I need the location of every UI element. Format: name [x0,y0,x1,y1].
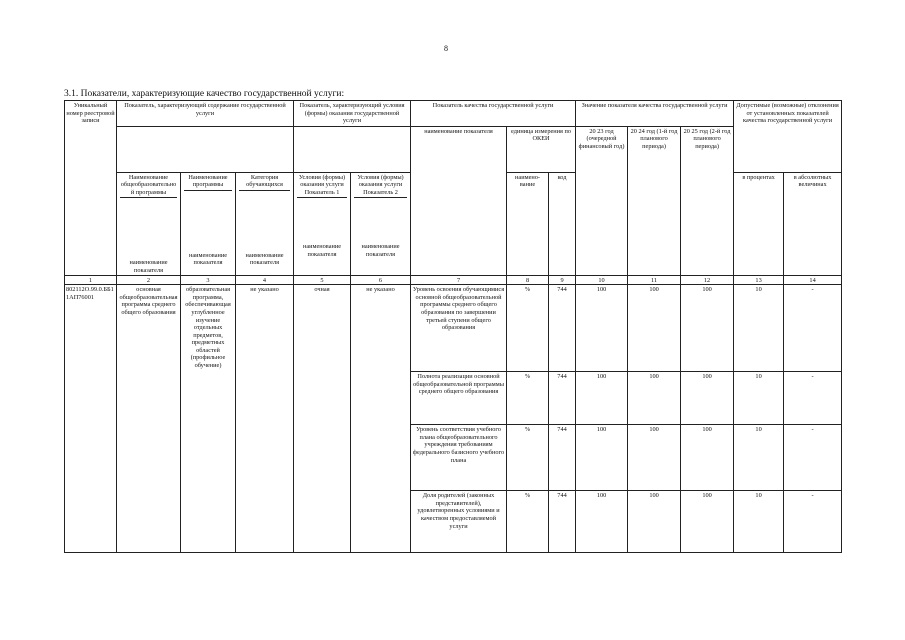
value-2023: 100 [576,285,628,372]
header-program-name: Наименование общеобразовательной программы [120,174,177,199]
column-number: 8 [507,276,549,285]
indicator-unit: % [507,372,549,425]
header-deviations: Допустимые (возможные) отклонения от установленных показателей качества государственной услуги [734,101,842,173]
header-quality-indicator: Показатель качества государственной услуги [411,101,576,127]
header-cond1-cell [294,172,351,276]
header-cond2-cell [351,172,411,276]
quality-indicators-table [64,100,842,553]
header-year-2025: 20 25 год (2-й год планового периода) [681,126,734,276]
column-number: 4 [236,276,294,285]
column-number: 2 [117,276,181,285]
value-2025: 100 [681,372,734,425]
header-unique-number: Уникальный номер реестровой записи [65,101,117,276]
header-content-indicator: Показатель, характеризующий содержание государственной услуги [117,101,294,127]
header-year-2024: 20 24 год (1-й год планового периода) [628,126,681,276]
indicator-name-label: наименование показателя [245,251,284,267]
indicator-code: 744 [549,285,576,372]
value-2024: 100 [628,491,681,553]
indicator-name: Полнота реализации основной общеобразовательной программы среднего общего образования [411,372,507,425]
header-unit-name: наимено-вание [507,172,549,276]
indicator-name-label: наименование показателя [302,243,342,258]
deviation-percent: 10 [734,425,784,491]
value-2024: 100 [628,372,681,425]
deviation-absolute: - [784,491,842,553]
column-number: 14 [784,276,842,285]
indicator-unit: % [507,491,549,553]
column-number: 13 [734,276,784,285]
conditions-spacer [294,126,411,172]
indicator-name: Уровень освоения обучающимися основной общеобразовательной программы среднего общего образования по завершении третьей ступени общего образования [411,285,507,372]
table-row [65,285,842,372]
value-2025: 100 [681,285,734,372]
content-spacer [117,126,294,172]
value-2024: 100 [628,285,681,372]
deviation-percent: 10 [734,491,784,553]
value-2023: 100 [576,425,628,491]
header-category-cell [236,172,294,276]
indicator-name-label: наименование показателя [361,243,400,258]
service-form: очная [294,285,351,553]
header-quality-value: Значение показателя качества государственной услуги [576,101,734,127]
header-programs-cell [181,172,236,276]
column-number: 6 [351,276,411,285]
section-title: 3.1. Показатели, характеризующие качество государственной услуги: [64,89,345,99]
header-unit-okei: единица измерения по ОКЕИ [507,126,576,172]
deviation-percent: 10 [734,285,784,372]
header-in-percent: в процентах [734,172,784,276]
value-2025: 100 [681,425,734,491]
header-cond1: Условия (формы) оказания услуги Показатель 1 [297,174,347,199]
indicator-code: 744 [549,491,576,553]
header-year-2023: 20 23 год (очередной финансовый год) [576,126,628,276]
header-cond2: Условия (формы) оказания услуги Показатель 2 [354,174,407,199]
header-indicator-name: наименование показателя [411,126,507,276]
header-in-absolute: в абсолютных величинах [784,172,842,276]
deviation-percent: 10 [734,372,784,425]
deviation-absolute: - [784,372,842,425]
value-2023: 100 [576,491,628,553]
indicator-name-label: наименование показателя [129,259,168,274]
column-number: 5 [294,276,351,285]
column-numbers-row [65,276,842,285]
indicator-unit: % [507,425,549,491]
header-program-name-cell [117,172,181,276]
deviation-absolute: - [784,425,842,491]
program-type: образовательная программа, обеспечивающая углубленное изучение отдельных предметов, предметных областей (профильное обучение) [181,285,236,553]
indicator-name: Уровень соответствия учебного плана общеобразовательного учреждения требованиям федерального базисного учебного плана [411,425,507,491]
column-number: 3 [181,276,236,285]
condition-2: не указано [351,285,411,553]
indicator-name: Доля родителей (законных представителей), удовлетворенных условиями и качеством предоставляемой услуги [411,491,507,553]
deviation-absolute: - [784,285,842,372]
value-2024: 100 [628,425,681,491]
column-number: 12 [681,276,734,285]
column-number: 11 [628,276,681,285]
program-name: основная общеобразовательная программа среднего общего образования [117,285,181,553]
value-2025: 100 [681,491,734,553]
indicator-name-label: наименование показателя [188,251,228,267]
indicator-code: 744 [549,425,576,491]
column-number: 9 [549,276,576,285]
column-number: 7 [411,276,507,285]
header-unit-code: код [549,172,576,276]
column-number: 10 [576,276,628,285]
page-number: 8 [444,44,448,53]
indicator-code: 744 [549,372,576,425]
value-2023: 100 [576,372,628,425]
registry-number: 802112О.99.0.ББ11АП76001 [65,285,117,553]
header-conditions-indicator: Показатель, характеризующий условия (формы) оказания государственной услуги [294,101,411,127]
student-category: не указано [236,285,294,553]
header-category: Категория обучающихся [239,174,290,191]
indicator-unit: % [507,285,549,372]
column-number: 1 [65,276,117,285]
header-programs: Наименование программы [184,174,232,191]
